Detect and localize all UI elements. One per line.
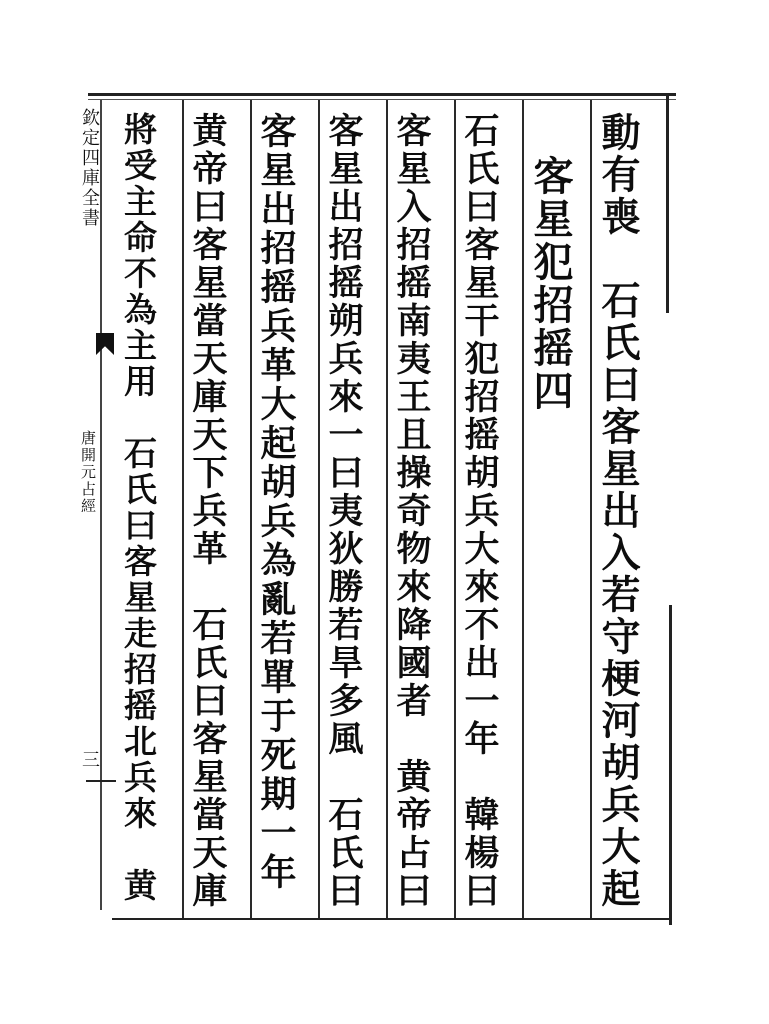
frame-bottom-rule	[112, 918, 672, 920]
text-column-4: 客星入招摇南夷王且操奇物來降國者 黄帝占曰	[391, 112, 432, 910]
column-divider	[182, 100, 184, 918]
column-divider	[318, 100, 320, 918]
text-column-8: 將受主命不為主用 石氏曰客星走招摇北兵來 黄	[119, 112, 158, 904]
column-divider	[454, 100, 456, 918]
frame-right-rule	[666, 93, 669, 313]
text-column-6: 客星出招摇兵革大起胡兵為亂若單于死期一年	[255, 112, 297, 892]
text-column-1: 動有喪 石氏曰客星出入若守梗河胡兵大起	[595, 112, 641, 910]
book-title: 欽定四庫全書	[79, 108, 100, 228]
text-column-3: 石氏曰客星干犯招摇胡兵大來不出一年 韓楊曰	[459, 112, 500, 910]
column-divider	[522, 100, 524, 918]
frame-top-rule	[88, 93, 676, 96]
text-column-5: 客星出招摇朔兵來一曰夷狄勝若旱多風 石氏曰	[323, 112, 364, 910]
frame-right-lower-rule	[669, 605, 672, 925]
page-number: 三	[79, 750, 100, 770]
text-column-7: 黄帝曰客星當天庫天下兵革 石氏曰客星當天庫	[187, 112, 228, 910]
column-divider	[386, 100, 388, 918]
text-column-2: 客星犯招摇四	[527, 112, 574, 413]
column-divider	[250, 100, 252, 918]
frame-top-inner-rule	[88, 99, 676, 100]
text-title: 唐開元占經	[79, 430, 97, 515]
column-divider	[590, 100, 592, 918]
page-tick-rule	[86, 780, 116, 782]
margin-strip	[80, 100, 112, 918]
